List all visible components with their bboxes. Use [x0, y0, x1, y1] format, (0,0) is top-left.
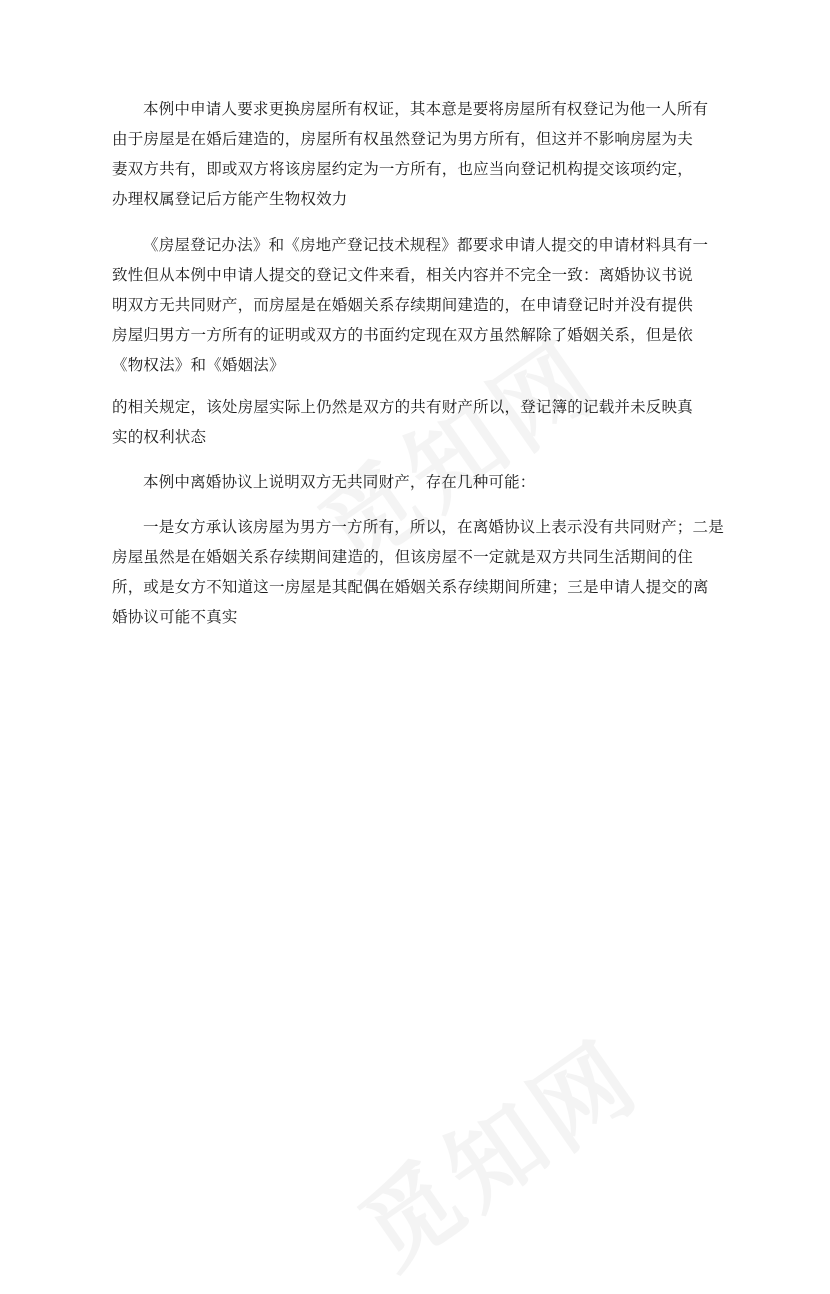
watermark: [329, 1003, 663, 1294]
paragraph-1: [112, 94, 718, 214]
paragraph-2: [112, 230, 718, 380]
paragraph-line: 办理权属登记后方能产生物权效力: [112, 190, 348, 208]
paragraph-line: 房屋归男方一方所有的证明或双方的书面约定现在双方虽然解除了婚姻关系，但是依: [112, 326, 693, 344]
paragraph-line: 一是女方承认该房屋为男方一方所有，所以，在离婚协议上表示没有共同财产；二是: [143, 518, 724, 536]
paragraph-line: 由于房屋是在婚后建造的，房屋所有权虽然登记为男方所有，但这并不影响房屋为夫: [112, 130, 693, 148]
paragraph-line: 致性但从本例中申请人提交的登记文件来看，相关内容并不完全一致：离婚协议书说: [112, 266, 693, 284]
paragraph-line: 本例中申请人要求更换房屋所有权证，其本意是要将房屋所有权登记为他一人所有: [143, 100, 709, 118]
paragraph-line: 妻双方共有，即或双方将该房屋约定为一方所有，也应当向登记机构提交该项约定，: [112, 160, 693, 178]
paragraph-4: [112, 467, 718, 497]
paragraph-line: 婚协议可能不真实: [112, 608, 238, 626]
paragraph-line: 明双方无共同财产，而房屋是在婚姻关系存续期间建造的，在申请登记时并没有提供: [112, 296, 693, 314]
paragraph-line: 所，或是女方不知道这一房屋是其配偶在婚姻关系存续期间所建；三是申请人提交的离: [112, 578, 709, 596]
paragraph-line: 《房屋登记办法》和《房地产登记技术规程》都要求申请人提交的申请材料具有一: [143, 236, 709, 254]
paragraph-line: 《物权法》和《婚姻法》: [112, 356, 285, 374]
paragraph-line: 本例中离婚协议上说明双方无共同财产，存在几种可能：: [143, 473, 536, 491]
paragraph-5: [112, 512, 724, 632]
paragraph-3: [112, 392, 718, 452]
paragraph-line: 的相关规定，该处房屋实际上仍然是双方的共有财产所以，登记簿的记载并未反映真: [112, 398, 693, 416]
paragraph-line: 房屋虽然是在婚姻关系存续期间建造的，但该房屋不一定就是双方共同生活期间的住: [112, 548, 693, 566]
paragraph-line: 实的权利状态: [112, 428, 207, 446]
